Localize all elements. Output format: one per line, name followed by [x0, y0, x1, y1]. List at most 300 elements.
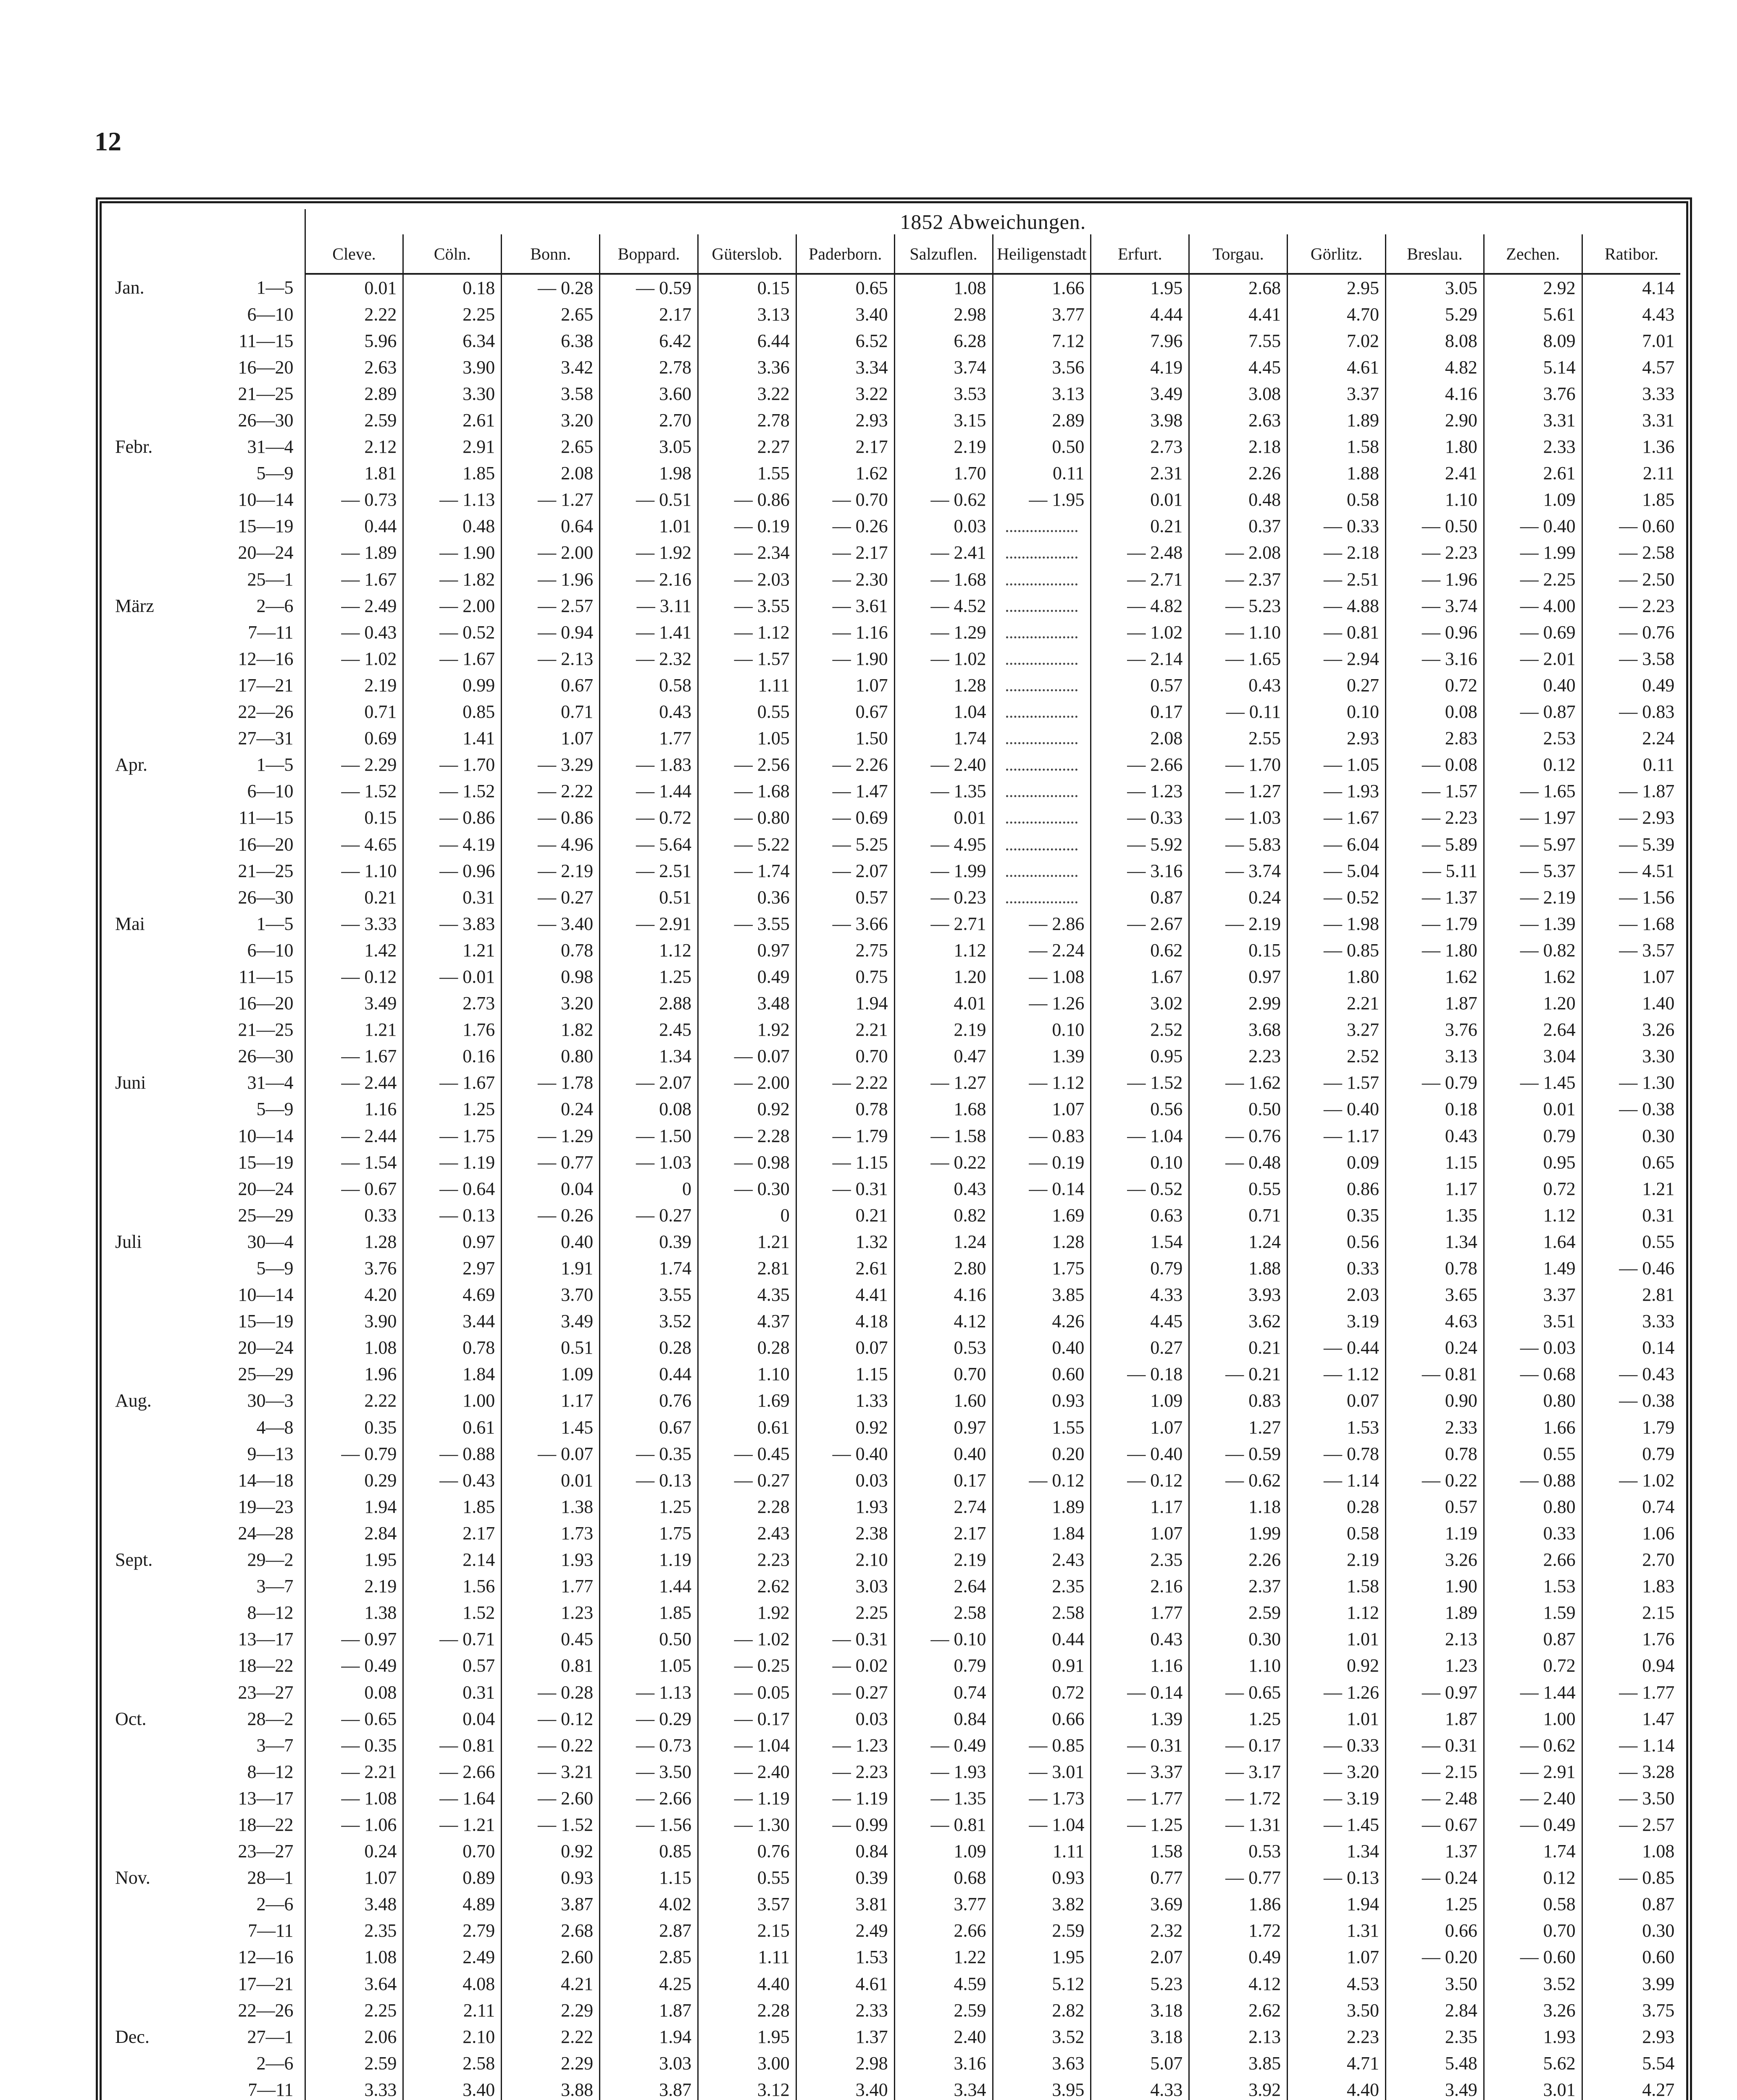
table-row — [108, 725, 1680, 752]
value-cell: 3.87 — [600, 2076, 698, 2100]
value-cell: 2.33 — [1385, 1414, 1484, 1441]
table-row — [108, 1467, 1680, 1494]
missing-value-dots — [993, 672, 1091, 698]
date-range: 22—26 — [238, 2000, 294, 2021]
value-cell: 3.70 — [502, 1282, 600, 1308]
value-cell: 1.82 — [502, 1017, 600, 1043]
value-cell: 1.39 — [993, 1043, 1091, 1070]
value-cell: 1.34 — [600, 1043, 698, 1070]
value-cell: — 0.71 — [403, 1626, 502, 1653]
value-cell: — 0.49 — [1484, 1811, 1582, 1838]
value-cell: 4.26 — [993, 1308, 1091, 1335]
value-cell: 0.49 — [1189, 1944, 1288, 1971]
value-cell: — 1.93 — [1288, 778, 1386, 805]
value-cell: 1.09 — [502, 1361, 600, 1388]
value-cell: — 1.35 — [894, 1785, 993, 1811]
value-cell: 1.34 — [1288, 1838, 1386, 1865]
value-cell: 4.16 — [894, 1282, 993, 1308]
value-cell: 1.58 — [1288, 434, 1386, 460]
month-label: Dec. — [115, 2026, 150, 2047]
value-cell: 4.21 — [502, 1971, 600, 1997]
value-cell: — 0.43 — [305, 619, 403, 646]
value-cell: 3.13 — [993, 381, 1091, 407]
value-cell: — 0.70 — [796, 487, 894, 513]
missing-value-dots — [993, 884, 1091, 911]
value-cell: 1.38 — [305, 1600, 403, 1626]
value-cell: 0.66 — [993, 1706, 1091, 1732]
value-cell: 3.76 — [1385, 1017, 1484, 1043]
value-cell: 3.22 — [796, 381, 894, 407]
table-row — [108, 1282, 1680, 1308]
value-cell: 0.35 — [1288, 1202, 1386, 1228]
value-cell: 4.37 — [698, 1308, 796, 1335]
value-cell: 0.76 — [600, 1388, 698, 1414]
value-cell: 2.19 — [1288, 1547, 1386, 1573]
value-cell: 1.42 — [305, 937, 403, 963]
value-cell: 4.53 — [1288, 1971, 1386, 1997]
value-cell: 0.69 — [305, 725, 403, 752]
station-header: Boppard. — [600, 234, 698, 274]
value-cell: — 0.77 — [1189, 1865, 1288, 1891]
value-cell: — 0.69 — [796, 805, 894, 831]
value-cell: — 1.62 — [1189, 1070, 1288, 1096]
value-cell: 1.59 — [1484, 1600, 1582, 1626]
value-cell: 0.55 — [1484, 1441, 1582, 1467]
value-cell: — 2.91 — [600, 911, 698, 937]
value-cell: — 1.30 — [1582, 1070, 1680, 1096]
value-cell: 0.58 — [600, 672, 698, 698]
table-row — [108, 1017, 1680, 1043]
value-cell: 4.41 — [796, 1282, 894, 1308]
value-cell: 0.16 — [403, 1043, 502, 1070]
value-cell: — 1.68 — [1582, 911, 1680, 937]
value-cell: — 0.65 — [305, 1706, 403, 1732]
value-cell: — 2.51 — [600, 858, 698, 884]
value-cell: 2.52 — [1288, 1043, 1386, 1070]
value-cell: — 0.12 — [305, 963, 403, 990]
value-cell: — 2.23 — [796, 1759, 894, 1785]
value-cell: — 0.49 — [305, 1653, 403, 1679]
value-cell: — 0.62 — [1189, 1467, 1288, 1494]
value-cell: — 1.39 — [1484, 911, 1582, 937]
date-range: 11—15 — [239, 807, 294, 828]
value-cell: — 0.59 — [600, 274, 698, 301]
value-cell: — 2.00 — [698, 1070, 796, 1096]
value-cell: — 0.83 — [993, 1123, 1091, 1149]
value-cell: — 1.08 — [993, 963, 1091, 990]
value-cell: 1.95 — [1091, 274, 1189, 301]
value-cell: 1.31 — [1288, 1918, 1386, 1944]
month-label: Sept. — [115, 1549, 153, 1570]
date-range: 22—26 — [238, 701, 294, 722]
value-cell: — 1.31 — [1189, 1811, 1288, 1838]
value-cell: 1.53 — [796, 1944, 894, 1971]
missing-value-dots — [993, 805, 1091, 831]
period-cell — [108, 301, 305, 328]
value-cell: — 1.45 — [1484, 1070, 1582, 1096]
value-cell: — 1.57 — [698, 646, 796, 672]
value-cell: 4.63 — [1385, 1308, 1484, 1335]
value-cell: — 0.27 — [502, 884, 600, 911]
value-cell: 1.12 — [894, 937, 993, 963]
value-cell: 0.03 — [894, 513, 993, 540]
value-cell: 3.85 — [1189, 2050, 1288, 2076]
period-cell — [108, 937, 305, 963]
value-cell: 1.75 — [993, 1255, 1091, 1281]
value-cell: — 1.50 — [600, 1123, 698, 1149]
table-row — [108, 460, 1680, 487]
value-cell: 2.21 — [796, 1017, 894, 1043]
value-cell: 2.17 — [894, 1520, 993, 1546]
value-cell: — 2.30 — [796, 566, 894, 593]
value-cell: — 0.28 — [502, 1679, 600, 1706]
deviation-table — [108, 209, 1680, 2100]
date-range: 17—21 — [238, 1973, 294, 1994]
date-range: 5—9 — [256, 1258, 294, 1279]
value-cell: 4.59 — [894, 1971, 993, 1997]
value-cell: — 3.16 — [1385, 646, 1484, 672]
period-cell — [108, 1308, 305, 1335]
value-cell: 3.22 — [698, 381, 796, 407]
value-cell: — 1.67 — [1288, 805, 1386, 831]
value-cell: 3.82 — [993, 1891, 1091, 1918]
value-cell: 2.75 — [796, 937, 894, 963]
station-header: Breslau. — [1385, 234, 1484, 274]
value-cell: 0.55 — [1189, 1176, 1288, 1202]
value-cell: 0.14 — [1582, 1335, 1680, 1361]
station-header: Erfurt. — [1091, 234, 1189, 274]
value-cell: 1.12 — [1288, 1600, 1386, 1626]
dotted-leader — [1006, 759, 1077, 771]
period-cell — [108, 1255, 305, 1281]
value-cell: — 1.04 — [1091, 1123, 1189, 1149]
value-cell: 0.31 — [403, 884, 502, 911]
value-cell: — 1.14 — [1288, 1467, 1386, 1494]
value-cell: — 1.05 — [1288, 752, 1386, 778]
value-cell: 0.30 — [1582, 1918, 1680, 1944]
value-cell: 4.61 — [1288, 354, 1386, 381]
value-cell: 1.69 — [993, 1202, 1091, 1228]
value-cell: 0.72 — [993, 1679, 1091, 1706]
value-cell: 1.23 — [1385, 1653, 1484, 1679]
table-row — [108, 1600, 1680, 1626]
value-cell: — 1.19 — [698, 1785, 796, 1811]
value-cell: 2.13 — [1385, 1626, 1484, 1653]
value-cell: 3.04 — [1484, 1043, 1582, 1070]
value-cell: 3.16 — [894, 2050, 993, 2076]
period-cell — [108, 725, 305, 752]
table-row — [108, 1335, 1680, 1361]
value-cell: — 1.80 — [1385, 937, 1484, 963]
value-cell: 2.22 — [305, 1388, 403, 1414]
date-range: 28—2 — [247, 1708, 294, 1729]
value-cell: 7.01 — [1582, 328, 1680, 354]
value-cell: — 3.50 — [600, 1759, 698, 1785]
value-cell: — 0.43 — [1582, 1361, 1680, 1388]
period-cell — [108, 963, 305, 990]
value-cell: — 0.96 — [403, 858, 502, 884]
value-cell: 3.53 — [894, 381, 993, 407]
value-cell: — 5.89 — [1385, 831, 1484, 858]
value-cell: 3.74 — [894, 354, 993, 381]
missing-value-dots — [993, 752, 1091, 778]
period-cell — [108, 752, 305, 778]
value-cell: 2.43 — [698, 1520, 796, 1546]
month-label: Apr. — [115, 754, 147, 775]
value-cell: 4.61 — [796, 1971, 894, 1997]
period-cell — [108, 911, 305, 937]
period-cell — [108, 1096, 305, 1123]
value-cell: 1.60 — [894, 1388, 993, 1414]
value-cell: 2.93 — [1288, 725, 1386, 752]
value-cell: 1.94 — [600, 2024, 698, 2050]
value-cell: — 2.19 — [1189, 911, 1288, 937]
value-cell: 1.74 — [894, 725, 993, 752]
value-cell: 2.17 — [403, 1520, 502, 1546]
value-cell: — 2.57 — [1582, 1811, 1680, 1838]
value-cell: 1.87 — [600, 1997, 698, 2024]
value-cell: — 1.14 — [1582, 1732, 1680, 1759]
value-cell: 1.44 — [600, 1573, 698, 1600]
value-cell: 2.83 — [1385, 725, 1484, 752]
value-cell: 0.80 — [1484, 1388, 1582, 1414]
value-cell: 0.08 — [1385, 699, 1484, 725]
value-cell: — 0.86 — [502, 805, 600, 831]
value-cell: 8.08 — [1385, 328, 1484, 354]
value-cell: 5.48 — [1385, 2050, 1484, 2076]
period-cell — [108, 1785, 305, 1811]
value-cell: 2.93 — [1582, 2024, 1680, 2050]
value-cell: 0.81 — [502, 1653, 600, 1679]
value-cell: — 0.14 — [1091, 1679, 1189, 1706]
value-cell: — 0.67 — [1385, 1811, 1484, 1838]
period-cell — [108, 1971, 305, 1997]
table-row — [108, 1308, 1680, 1335]
value-cell: — 3.61 — [796, 593, 894, 619]
value-cell: 0.04 — [403, 1706, 502, 1732]
value-cell: — 5.39 — [1582, 831, 1680, 858]
value-cell: — 1.95 — [993, 487, 1091, 513]
value-cell: 0.24 — [502, 1096, 600, 1123]
value-cell: 2.52 — [1091, 1017, 1189, 1043]
value-cell: 3.18 — [1091, 2024, 1189, 2050]
station-header: Cleve. — [305, 234, 403, 274]
value-cell: 0.03 — [796, 1706, 894, 1732]
date-range: 14—18 — [238, 1470, 294, 1491]
value-cell: 2.90 — [1385, 407, 1484, 433]
value-cell: 0.49 — [698, 963, 796, 990]
value-cell: 2.64 — [1484, 1017, 1582, 1043]
value-cell: — 2.71 — [1091, 566, 1189, 593]
value-cell: 0.33 — [305, 1202, 403, 1228]
value-cell: 2.68 — [1189, 274, 1288, 301]
value-cell: 2.63 — [305, 354, 403, 381]
value-cell: 1.25 — [1189, 1706, 1288, 1732]
value-cell: — 0.19 — [993, 1149, 1091, 1176]
value-cell: 1.21 — [305, 1017, 403, 1043]
value-cell: 2.68 — [502, 1918, 600, 1944]
value-cell: 1.11 — [698, 1944, 796, 1971]
value-cell: 0.84 — [894, 1706, 993, 1732]
date-range: 16—20 — [238, 993, 294, 1014]
value-cell: — 1.90 — [403, 540, 502, 566]
value-cell: 3.12 — [698, 2076, 796, 2100]
value-cell: 3.99 — [1582, 1971, 1680, 1997]
missing-value-dots — [993, 566, 1091, 593]
value-cell: 1.25 — [1385, 1891, 1484, 1918]
value-cell: — 4.96 — [502, 831, 600, 858]
missing-value-dots — [993, 540, 1091, 566]
value-cell: — 1.73 — [993, 1785, 1091, 1811]
value-cell: 3.02 — [1091, 990, 1189, 1017]
value-cell: — 3.40 — [502, 911, 600, 937]
value-cell: 1.16 — [1091, 1653, 1189, 1679]
value-cell: 0.87 — [1582, 1891, 1680, 1918]
missing-value-dots — [993, 646, 1091, 672]
value-cell: 1.54 — [1091, 1228, 1189, 1255]
value-cell: 0.43 — [1189, 672, 1288, 698]
value-cell: 2.25 — [403, 301, 502, 328]
period-cell — [108, 646, 305, 672]
value-cell: 2.73 — [1091, 434, 1189, 460]
value-cell: 4.19 — [1091, 354, 1189, 381]
date-range: 6—10 — [247, 940, 294, 961]
value-cell: — 0.65 — [1189, 1679, 1288, 1706]
value-cell: 0.92 — [698, 1096, 796, 1123]
table-row — [108, 381, 1680, 407]
value-cell: 1.95 — [993, 1944, 1091, 1971]
date-range: 20—24 — [238, 1178, 294, 1199]
period-cell — [108, 2076, 305, 2100]
value-cell: — 1.04 — [698, 1732, 796, 1759]
value-cell: 3.58 — [502, 381, 600, 407]
value-cell: 1.24 — [894, 1228, 993, 1255]
value-cell: — 0.99 — [796, 1811, 894, 1838]
value-cell: 1.93 — [796, 1494, 894, 1520]
value-cell: — 0.59 — [1189, 1441, 1288, 1467]
value-cell: — 1.27 — [894, 1070, 993, 1096]
value-cell: — 0.64 — [403, 1176, 502, 1202]
value-cell: 7.55 — [1189, 328, 1288, 354]
value-cell: — 1.70 — [1189, 752, 1288, 778]
value-cell: — 2.29 — [305, 752, 403, 778]
value-cell: 1.09 — [1484, 487, 1582, 513]
value-cell: — 0.67 — [305, 1176, 403, 1202]
value-cell: 0.80 — [502, 1043, 600, 1070]
value-cell: 0.11 — [993, 460, 1091, 487]
month-label: Mai — [115, 913, 145, 934]
dotted-leader — [1006, 626, 1077, 638]
value-cell: 1.86 — [1189, 1891, 1288, 1918]
value-cell: — 2.50 — [1582, 566, 1680, 593]
value-cell: — 2.51 — [1288, 566, 1386, 593]
value-cell: 2.84 — [1385, 1997, 1484, 2024]
value-cell: — 0.38 — [1582, 1388, 1680, 1414]
value-cell: 0.70 — [403, 1838, 502, 1865]
value-cell: 3.40 — [403, 2076, 502, 2100]
value-cell: — 2.07 — [600, 1070, 698, 1096]
value-cell: — 0.50 — [1385, 513, 1484, 540]
period-cell — [108, 434, 305, 460]
value-cell: — 1.99 — [1484, 540, 1582, 566]
missing-value-dots — [993, 858, 1091, 884]
value-cell: — 1.02 — [1582, 1467, 1680, 1494]
value-cell: 0.12 — [1484, 752, 1582, 778]
period-cell — [108, 1706, 305, 1732]
value-cell: — 2.66 — [600, 1785, 698, 1811]
value-cell: 4.82 — [1385, 354, 1484, 381]
value-cell: 1.89 — [1385, 1600, 1484, 1626]
value-cell: — 1.56 — [1582, 884, 1680, 911]
value-cell: 1.36 — [1582, 434, 1680, 460]
date-range: 11—15 — [239, 966, 294, 987]
period-cell — [108, 1811, 305, 1838]
value-cell: — 0.97 — [305, 1626, 403, 1653]
station-header: Torgau. — [1189, 234, 1288, 274]
value-cell: — 1.52 — [1091, 1070, 1189, 1096]
value-cell: 3.33 — [1582, 381, 1680, 407]
value-cell: 7.96 — [1091, 328, 1189, 354]
value-cell: 1.89 — [993, 1494, 1091, 1520]
value-cell: 0.58 — [1288, 487, 1386, 513]
value-cell: — 1.35 — [894, 778, 993, 805]
value-cell: 1.17 — [502, 1388, 600, 1414]
month-label: März — [115, 595, 154, 616]
value-cell: 1.24 — [1189, 1228, 1288, 1255]
value-cell: 3.63 — [993, 2050, 1091, 2076]
value-cell: 0.07 — [796, 1335, 894, 1361]
value-cell: 3.87 — [502, 1891, 600, 1918]
value-cell: 0.27 — [1091, 1335, 1189, 1361]
value-cell: 3.27 — [1288, 1017, 1386, 1043]
value-cell: — 1.87 — [1582, 778, 1680, 805]
value-cell: 3.76 — [1484, 381, 1582, 407]
value-cell: 1.08 — [305, 1944, 403, 1971]
value-cell: 0.63 — [1091, 1202, 1189, 1228]
value-cell: 0.43 — [894, 1176, 993, 1202]
value-cell: — 0.27 — [698, 1467, 796, 1494]
value-cell: — 1.26 — [993, 990, 1091, 1017]
value-cell: — 0.10 — [894, 1626, 993, 1653]
period-cell — [108, 1997, 305, 2024]
value-cell: 0.21 — [796, 1202, 894, 1228]
value-cell: 2.26 — [1189, 460, 1288, 487]
table-row — [108, 1176, 1680, 1202]
value-cell: — 2.19 — [502, 858, 600, 884]
table-row — [108, 1043, 1680, 1070]
value-cell: — 1.64 — [403, 1785, 502, 1811]
value-cell: — 2.58 — [1582, 540, 1680, 566]
value-cell: — 0.22 — [1385, 1467, 1484, 1494]
value-cell: 2.33 — [796, 1997, 894, 2024]
value-cell: 0.57 — [1091, 672, 1189, 698]
value-cell: 1.22 — [894, 1944, 993, 1971]
value-cell: — 1.52 — [502, 1811, 600, 1838]
period-cell — [108, 381, 305, 407]
date-range: 2—6 — [256, 2053, 294, 2074]
value-cell: 4.71 — [1288, 2050, 1386, 2076]
value-cell: 0.79 — [894, 1653, 993, 1679]
value-cell: 4.20 — [305, 1282, 403, 1308]
value-cell: — 0.26 — [796, 513, 894, 540]
value-cell: — 1.68 — [894, 566, 993, 593]
value-cell: 0.97 — [1189, 963, 1288, 990]
value-cell: 2.55 — [1189, 725, 1288, 752]
date-range: 23—27 — [238, 1841, 294, 1862]
date-range: 16—20 — [238, 357, 294, 378]
value-cell: 2.10 — [403, 2024, 502, 2050]
value-cell: 2.53 — [1484, 725, 1582, 752]
